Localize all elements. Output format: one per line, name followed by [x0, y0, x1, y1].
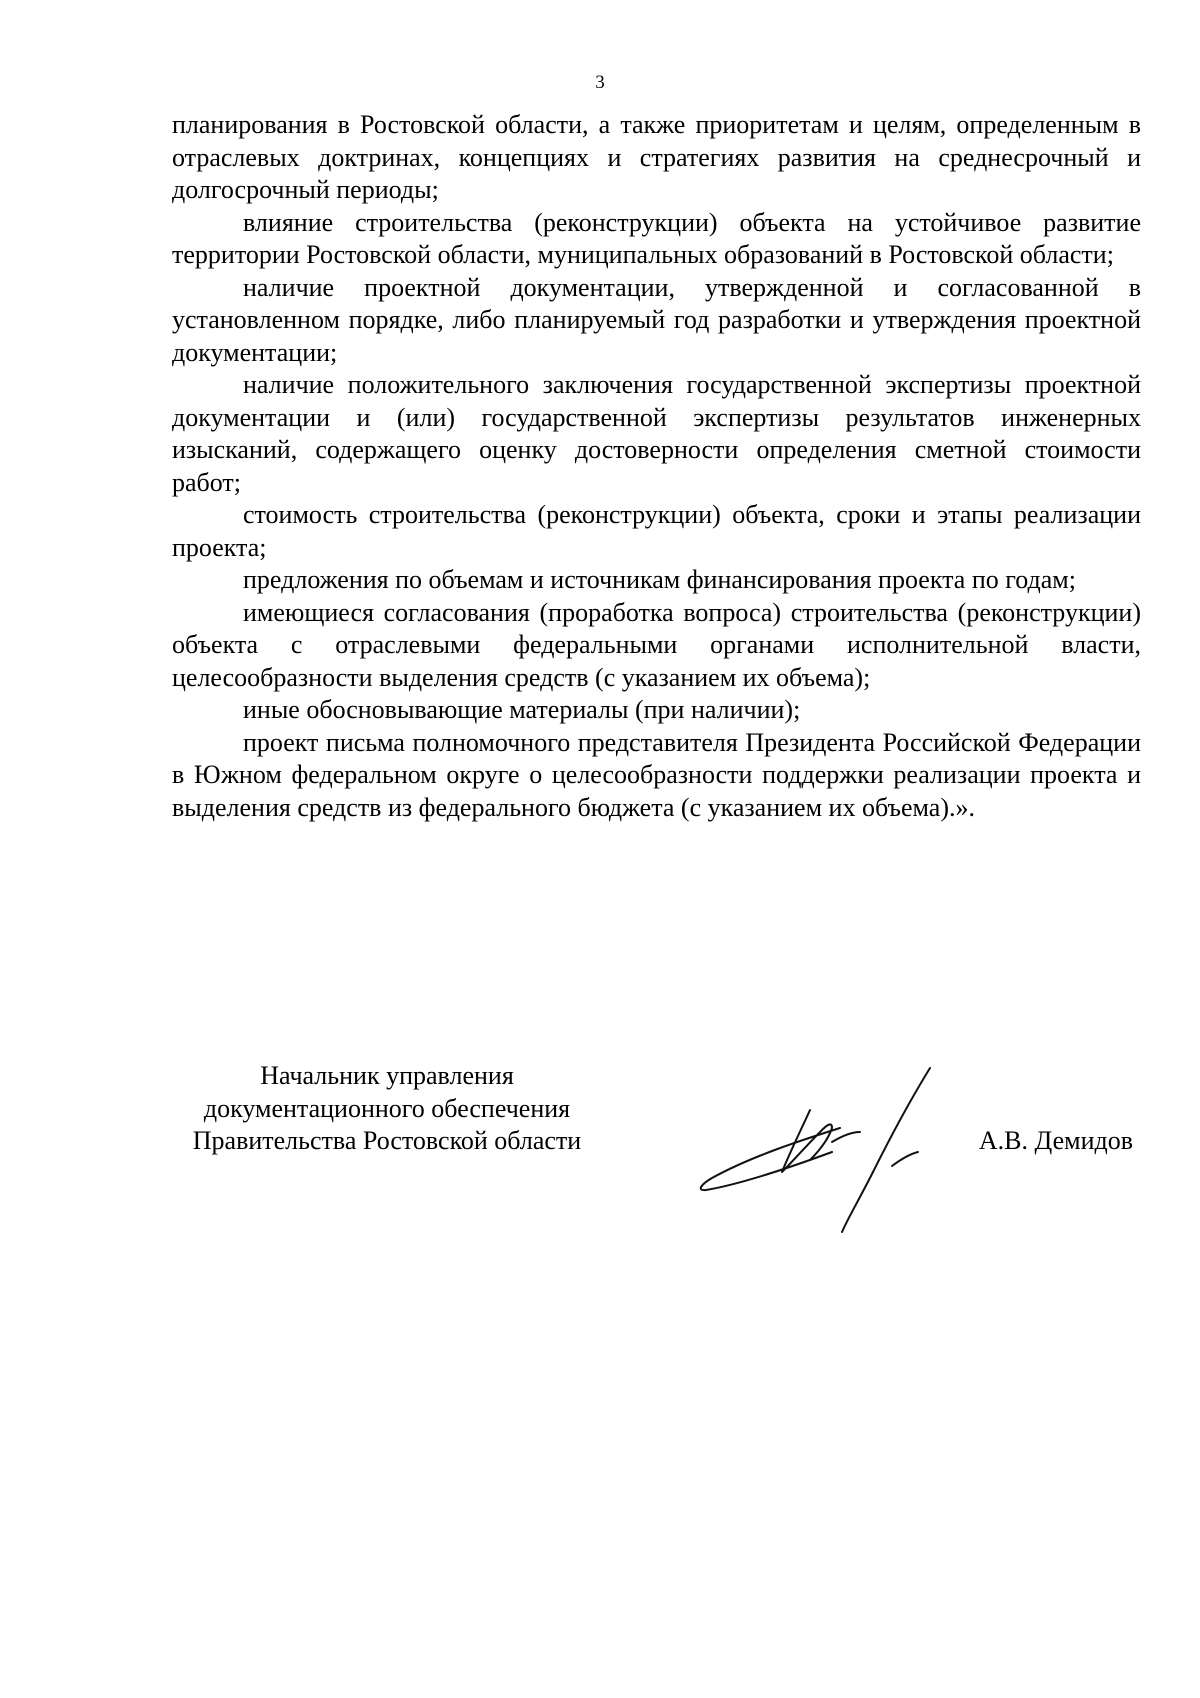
paragraph-item: наличие положительного заключения государственной экспертизы проектной документации и (или) государственной экспертизы результатов инженерных изысканий, содержащего оценку достоверности определения сметной стоимости работ;: [172, 370, 1141, 497]
paragraph-item: наличие проектной документации, утвержденной и согласованной в установленном порядке, либо планируемый год разработки и утверждения проектной документации;: [172, 272, 1141, 367]
page-number: 3: [595, 72, 605, 93]
paragraph-item: влияние строительства (реконструкции) объекта на устойчивое развитие территории Ростовской области, муниципальных образований в Ростовской области;: [172, 207, 1141, 269]
paragraph-item: иные обосновывающие материалы (при наличии);: [243, 695, 801, 724]
document-body: [172, 109, 1141, 824]
signer-title-line: Начальник управления: [260, 1061, 514, 1090]
paragraph-continuation: планирования в Ростовской области, а также приоритетам и целям, определенным в отраслевых доктринах, концепциях и стратегиях развития на среднесрочный и долгосрочный периоды;: [172, 110, 1141, 204]
signer-title-line: Правительства Ростовской области: [192, 1126, 582, 1155]
signer-name: А.В. Демидов: [978, 1126, 1133, 1155]
signer-title: [172, 1060, 602, 1158]
paragraph-item: стоимость строительства (реконструкции) объекта, сроки и этапы реализации проекта;: [172, 500, 1141, 562]
paragraph-item: проект письма полномочного представителя Президента Российской Федерации в Южном федеральном округе о целесообразности поддержки реализации проекта и выделения средств из федерального бюджета (с указанием их объема).».: [172, 727, 1141, 822]
paragraph-item: имеющиеся согласования (проработка вопроса) строительства (реконструкции) объекта с отраслевыми федеральными органами исполнительной власти, целесообразности выделения средств (с указанием их объема);: [172, 597, 1141, 692]
signer-title-line: документационного обеспечения: [203, 1093, 571, 1123]
handwritten-signature: [682, 1048, 942, 1238]
paragraph-item: предложения по объемам и источникам финансирования проекта по годам;: [243, 565, 1076, 594]
signature-block: [172, 1060, 1141, 1220]
